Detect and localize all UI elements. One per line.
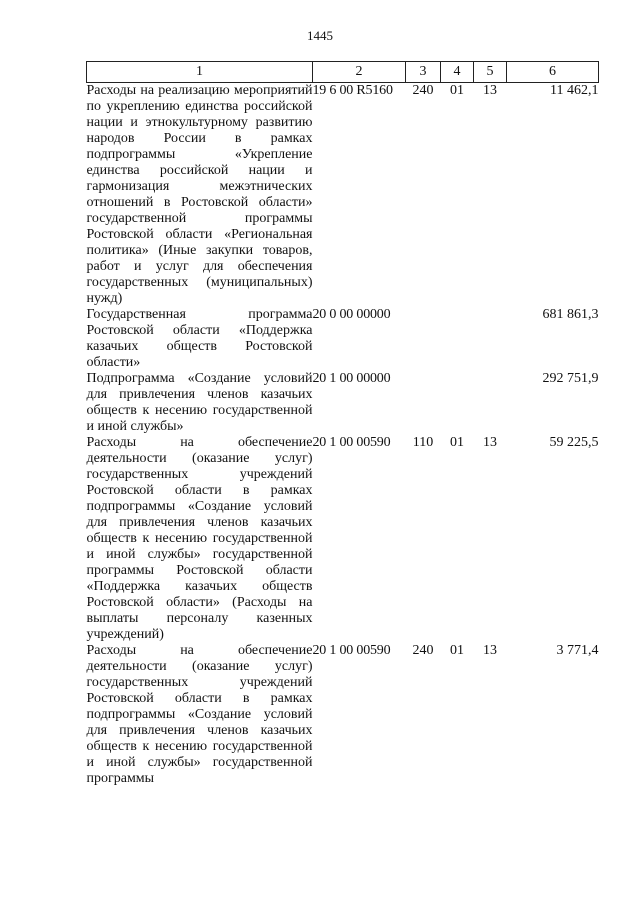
row-target-code: 20 1 00 00000: [312, 371, 391, 386]
budget-table: [86, 61, 599, 787]
table-row: [87, 371, 599, 435]
row-section: 01: [450, 83, 464, 98]
row-expense-type: 240: [412, 643, 434, 658]
row-name: Расходы на реализацию мероприятий по укреплению единства российской нации и этнокультурному развитию народов России в рамках подпрограммы «Укрепление единства российской нации и гармонизация межэтнических отношений в Ростовской области» государственной программы Ростовской области «Региональная политика» (Иные закупки товаров, работ и услуг для обеспечения государственных (муниципальных) нужд): [86, 83, 313, 306]
table-row: [87, 83, 599, 308]
row-amount: 681 861,3: [542, 307, 599, 322]
header-row: [87, 62, 599, 83]
row-expense-type: 240: [412, 83, 434, 98]
row-subsection: [474, 307, 507, 371]
table-row: [87, 435, 599, 643]
row-section: [441, 371, 474, 435]
column-header-5: 5: [474, 62, 507, 83]
row-amount: 11 462,1: [550, 83, 599, 98]
row-section: 01: [450, 643, 464, 658]
row-section: [441, 307, 474, 371]
row-subsection: 13: [483, 83, 497, 98]
row-amount: 292 751,9: [542, 371, 599, 386]
row-name: Расходы на обеспечение деятельности (оказание услуг) государственных учреждений Ростовской области в рамках подпрограммы «Создание условий для привлечения членов казачьих обществ к несению государственной и иной службы» государственной программы Ростовской области «Поддержка казачьих обществ Ростовской области» (Расходы на выплаты персоналу казенных учреждений): [86, 435, 313, 642]
row-amount: 59 225,5: [549, 435, 599, 450]
row-expense-type: [406, 307, 441, 371]
row-target-code: 20 1 00 00590: [312, 643, 391, 658]
column-header-2: 2: [313, 62, 406, 83]
row-subsection: 13: [483, 435, 497, 450]
row-amount: 3 771,4: [556, 643, 599, 658]
table-row: [87, 643, 599, 787]
row-target-code: 20 0 00 00000: [312, 307, 391, 322]
column-header-3: 3: [406, 62, 441, 83]
row-expense-type: 110: [412, 435, 434, 450]
row-name: Подпрограмма «Создание условий для привлечения членов казачьих обществ к несению государственной и иной службы»: [86, 371, 313, 434]
row-subsection: 13: [483, 643, 497, 658]
row-section: 01: [450, 435, 464, 450]
row-expense-type: [406, 371, 441, 435]
row-name: Расходы на обеспечение деятельности (оказание услуг) государственных учреждений Ростовской области в рамках подпрограммы «Создание условий для привлечения членов казачьих обществ к несению государственной и иной службы» государственной программы: [86, 643, 313, 786]
column-header-1: 1: [87, 62, 313, 83]
row-target-code: 19 6 00 R5160: [312, 83, 393, 98]
column-header-6: 6: [507, 62, 599, 83]
row-name: Государственная программа Ростовской области «Поддержка казачьих обществ Ростовской области»: [86, 307, 313, 370]
row-target-code: 20 1 00 00590: [312, 435, 391, 450]
page-number: 1445: [307, 28, 333, 43]
column-header-4: 4: [441, 62, 474, 83]
row-subsection: [474, 371, 507, 435]
table-row: [87, 307, 599, 371]
